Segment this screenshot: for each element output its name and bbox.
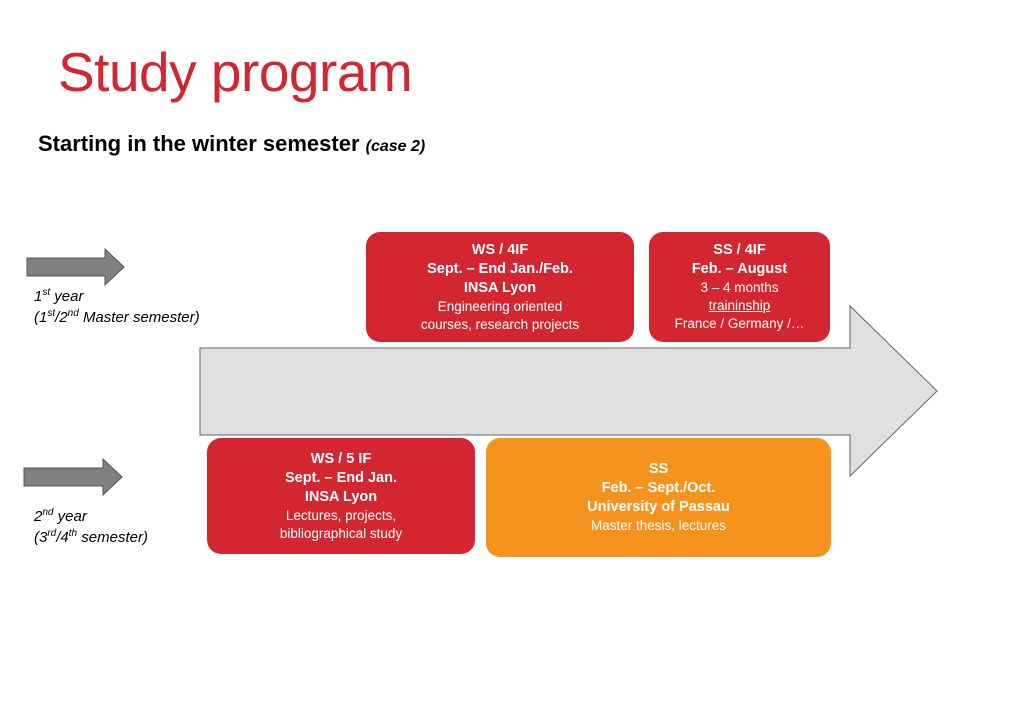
year-2-sem-b: 4 [60, 529, 69, 547]
year-2-semesters: (3rd/4th semester) [34, 528, 148, 547]
box-ss-4if-line2: traininship [708, 298, 771, 314]
year-1-sem-b-sup: nd [67, 308, 79, 320]
year-1-sem-b: 2 [59, 309, 68, 327]
box-ws-4if-line1: Engineering oriented [437, 298, 563, 314]
subtitle-case: (case 2) [365, 138, 426, 155]
year-1-word: year [54, 288, 84, 305]
box-ss-4if-line1: 3 – 4 months [700, 280, 779, 296]
year-2-label [34, 506, 148, 549]
box-ws-5if [207, 438, 475, 554]
year-2-sem-rest: semester [81, 529, 143, 547]
box-ws-4if-period: Sept. – End Jan./Feb. [427, 260, 573, 277]
box-ws-5if-line2: bibliographical study [279, 525, 403, 541]
year-2-sup: nd [42, 507, 54, 518]
box-ss-place: University of Passau [587, 499, 730, 516]
box-ss-line1: Master thesis, lectures [590, 518, 727, 534]
year-1-arrow-icon [27, 249, 124, 285]
year-2-line [34, 506, 148, 527]
box-ss-passau [486, 438, 831, 557]
year-2-word: year [57, 508, 87, 525]
box-ws-5if-period: Sept. – End Jan. [285, 469, 397, 486]
box-ss-4if-title: SS / 4IF [713, 242, 766, 259]
year-1-label [34, 286, 200, 329]
box-ws-4if-line2: courses, research projects [420, 316, 580, 332]
box-ws-4if [366, 232, 634, 342]
year-2-sem-a-sup: rd [47, 528, 57, 540]
box-ws-4if-title: WS / 4IF [471, 241, 529, 258]
box-ss-4if-line3: France / Germany /… [674, 316, 805, 332]
box-ss-title: SS [648, 460, 669, 477]
box-ws-5if-title: WS / 5 IF [310, 450, 372, 467]
year-2-arrow-icon [24, 459, 122, 495]
year-1-num: 1 [34, 288, 43, 305]
page-title: Study program [58, 41, 413, 103]
box-ss-4if-period: Feb. – August [691, 261, 788, 278]
year-1-sem-a-sup: st [47, 308, 56, 320]
year-2-sem-sep: / [56, 529, 61, 547]
year-2-sem-b-sup: th [68, 528, 78, 540]
year-1-semesters: (1st/2nd Master semester) [34, 308, 200, 327]
box-ss-4if [649, 232, 830, 342]
year-2-sem-a: 3 [39, 529, 48, 547]
box-ws-5if-line1: Lectures, projects, [285, 507, 397, 523]
year-1-sup: st [42, 287, 51, 298]
year-2-num: 2 [34, 508, 43, 525]
year-1-sem-sep: / [55, 309, 60, 327]
subtitle-main: Starting in the winter semester [38, 131, 360, 156]
year-1-sem-a: 1 [39, 309, 48, 327]
box-ss-period: Feb. – Sept./Oct. [601, 480, 716, 497]
year-1-sem-rest: Master semester [82, 309, 195, 327]
box-ws-5if-place: INSA Lyon [304, 488, 378, 505]
box-ws-4if-place: INSA Lyon [463, 279, 537, 296]
year-1-line [34, 286, 200, 307]
